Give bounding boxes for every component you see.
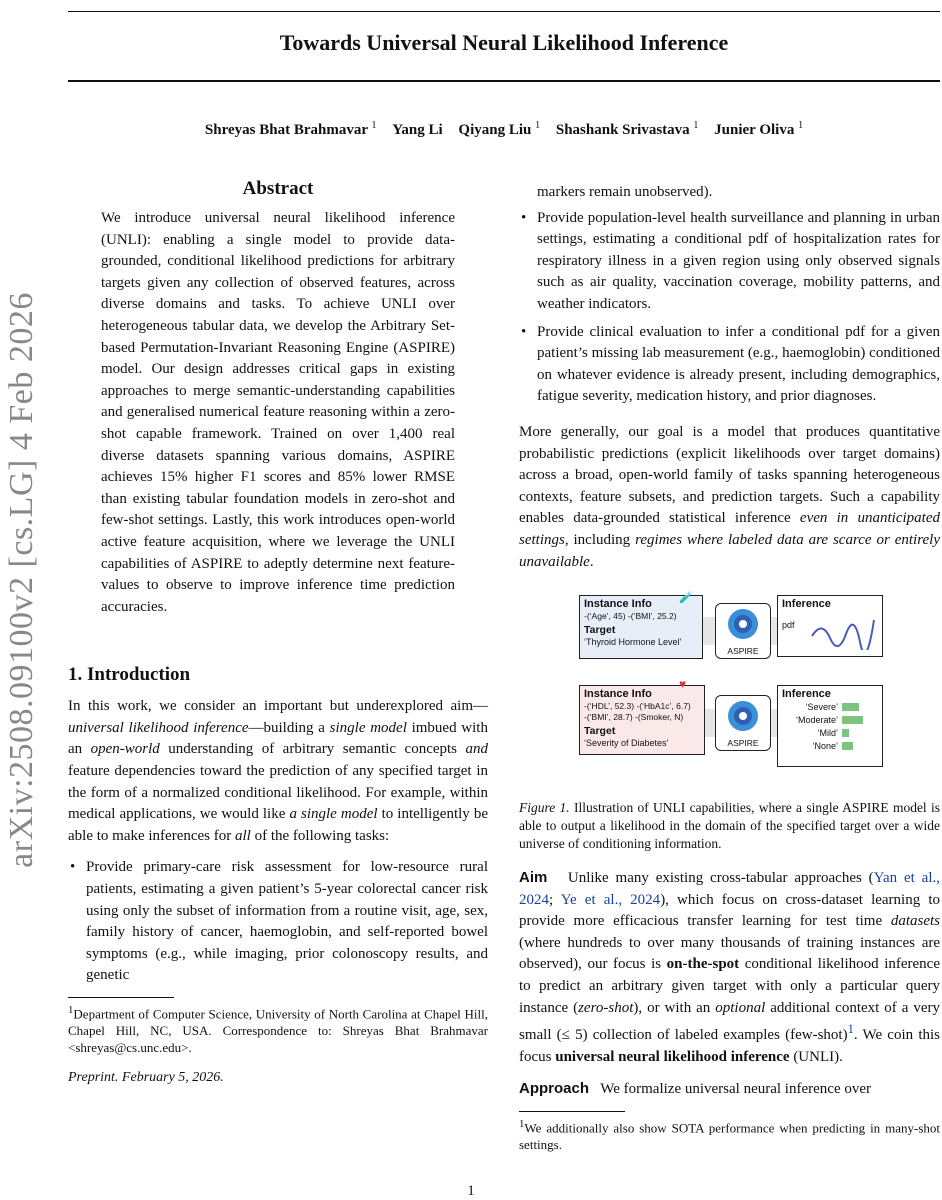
inference-box-bottom — [777, 685, 883, 767]
instance-features: -(‘HDL’, 52.3) -(‘HbA1c’, 6.7) — [584, 701, 691, 712]
pdf-curve — [810, 616, 876, 650]
footnote-rule — [68, 997, 174, 998]
class-label: ‘None’ — [812, 740, 838, 751]
target-value: ‘Thyroid Hormone Level’ — [584, 637, 682, 648]
class-row — [782, 700, 882, 713]
target-value: ‘Severity of Diabetes’ — [584, 738, 669, 749]
right-column — [519, 182, 940, 1153]
figure-caption: Figure 1. Illustration of UNLI capabilities, where a single ASPIRE model is able to output a likelihood in the domain of the specified target over a wide universe of conditioning information. — [519, 800, 940, 852]
class-row — [782, 739, 882, 752]
list-item: • Provide clinical evaluation to infer a conditional pdf for a given patient’s missing lab measurement (e.g., haemoglobin) conditioned on whatever evidence is already present, including demographics, fatigue severity, medication history, and prior diagnoses. — [521, 323, 940, 405]
class-label: ‘Moderate’ — [795, 714, 838, 725]
citation-link[interactable]: Ye et al., 2024 — [560, 891, 661, 908]
target-heading: Target — [584, 725, 616, 738]
title-rule — [68, 80, 940, 82]
class-probability-bar — [842, 716, 863, 724]
aspire-logo-icon — [716, 696, 770, 736]
author: Shreyas Bhat Brahmavar $^1$ — [204, 120, 377, 138]
class-label: ‘Severe’ — [805, 701, 838, 712]
class-probability-bars — [778, 700, 882, 752]
bullet-continuation: markers remain unobserved). — [537, 184, 713, 200]
class-row — [782, 726, 882, 739]
arxiv-identifier-text: arXiv:2508.09100v2 [cs.LG] 4 Feb 2026 — [3, 292, 40, 868]
class-label: ‘Mild’ — [817, 727, 838, 738]
author: Qiyang Liu $^1$ — [458, 120, 541, 138]
task-list — [68, 857, 488, 987]
author: Junier Oliva $^1$ — [714, 120, 804, 138]
list-item: • Provide primary-care risk assessment for low-resource rural patients, estimating a given patient’s 5-year colorectal cancer risk using only the subset of information from a routine visit, age, sex, family history of cancer, haemoglobin, and self-reported bowel symptoms (e.g., while imaging, prior colonoscopy results, and genetic — [70, 859, 488, 984]
abstract-text: We introduce universal neural likelihood inference (UNLI): enabling a single model to provide data-grounded, conditional likelihood predictions for arbitrary targets given any collection of observed features, across diverse domains and tasks. To achieve UNLI over heterogeneous tabular data, we develop the Arbitrary Set-based Permutation-Invariant Reasoning Engine (ASPIRE) model. Our design addresses critical gaps in existing approaches to merge semantic-understanding capabilities and generalised numerical feature reasoning within a zero-shot capable framework. Trained on over 1,400 real diverse datasets spanning various domains, ASPIRE achieves 15% higher F1 scores and 85% lower RMSE than existing tabular foundation models in zero-shot and few-shot settings. Lastly, this work introduces open-world active feature acquisition, where we leverage the UNLI capabilities of ASPIRE to adeptly determine next feature-values to observe to improve inference time prediction accuracies. — [101, 210, 455, 615]
footnote-rule — [519, 1111, 625, 1112]
author: Yang Li — [392, 122, 443, 138]
instance-info-heading: Instance Info — [584, 598, 652, 611]
class-probability-bar — [842, 742, 853, 750]
left-column — [68, 178, 488, 1086]
target-heading: Target — [584, 624, 616, 637]
aspire-label: ASPIRE — [727, 738, 759, 749]
instance-info-heading: Instance Info — [584, 688, 652, 701]
pdf-label: pdf — [782, 620, 795, 631]
instance-features: -(‘Age’, 45) -(‘BMI’, 25.2) — [584, 611, 677, 622]
class-probability-bar — [842, 729, 849, 737]
author-list — [68, 120, 940, 139]
list-item: • Provide population-level health surveillance and planning in urban settings, estimating a conditional pdf of hospitalization rates for respiratory illness in a given region using only observed signals such as air quality, vaccination coverage, mobility patterns, and weather indicators. — [521, 209, 940, 312]
paper-title: Towards Universal Neural Likelihood Inference — [279, 30, 729, 55]
shot-footnote: $^1$We additionally also show SOTA performance when predicting in many-shot settings. — [519, 1118, 940, 1153]
preprint-date: Preprint. February 5, 2026. — [68, 1070, 224, 1086]
goal-paragraph: More generally, our goal is a model that produces quantitative probabilistic predictions (explicit likelihoods over target domains) across a broad, open-world family of tasks spanning heterogeneous contexts, feature subsets, and prediction targets. Such a capability enables data-grounded statistical inference even in unanticipated settings, including regimes where labeled data are scarce or entirely unavailable. — [519, 423, 940, 570]
instance-features: -(‘BMI’, 28.7) -(Smoker, N) — [584, 712, 684, 723]
author: Shashank Srivastava $^1$ — [555, 120, 699, 138]
abstract-heading: Abstract — [242, 178, 314, 199]
aim-paragraph: Aim Unlike many existing cross-tabular approaches (Yan et al., 2024; Ye et al., 2024), which focus on cross-dataset learning to provide more efficacious transfer learning for test time datasets (where hundreds to over many thousands of training instances are observed), our focus is on-the-spot conditional likelihood inference to predict an arbitrary given target with only a particular query instance (zero-shot), or with an optional additional context of a very small (≤ 5) collection of labeled examples (few-shot)$^1$. We coin this focus universal neural likelihood inference (UNLI). — [519, 869, 940, 1065]
top-rule — [68, 11, 940, 12]
class-row — [782, 713, 882, 726]
aspire-logo-icon — [716, 604, 770, 644]
affiliation-footnote: $^1$Department of Computer Science, University of North Carolina at Chapel Hill, Chapel Hill, NC, USA. Correspondence to: Shreyas Bhat Brahmavar <shreyas@cs.unc.edu>. — [68, 1004, 488, 1056]
task-list-continued — [519, 208, 940, 408]
aspire-label: ASPIRE — [727, 646, 759, 657]
figure-1 — [519, 589, 940, 799]
inference-box-top — [777, 595, 883, 657]
aspire-model-bottom — [715, 695, 771, 751]
inference-heading: Inference — [782, 688, 831, 701]
approach-paragraph: Approach We formalize universal neural inference over — [519, 1080, 871, 1098]
test-tube-icon: 🧪 — [679, 592, 693, 605]
inference-heading: Inference — [782, 598, 831, 611]
intro-paragraph: In this work, we consider an important but underexplored aim—universal likelihood inference—building a single model imbued with an open-world understanding of arbitrary semantic concepts and feature dependencies toward the prediction of any specified target in the form of a normalized conditional likelihood. For example, within medical applications, we would like a single model to intelligently be able to make inferences for all of the following tasks: — [68, 698, 488, 844]
instance-info-box-bottom — [579, 685, 705, 755]
class-probability-bar — [842, 703, 859, 711]
citation-link[interactable]: Yan et al., 2024 — [519, 870, 940, 908]
page-number: 1 — [467, 1183, 475, 1199]
section-heading-introduction: 1. Introduction — [68, 664, 191, 686]
heart-icon: ♥ — [679, 677, 687, 692]
aspire-model-top — [715, 603, 771, 659]
footnote-link[interactable]: 1 — [847, 1022, 854, 1037]
arxiv-identifier — [2, 270, 42, 890]
